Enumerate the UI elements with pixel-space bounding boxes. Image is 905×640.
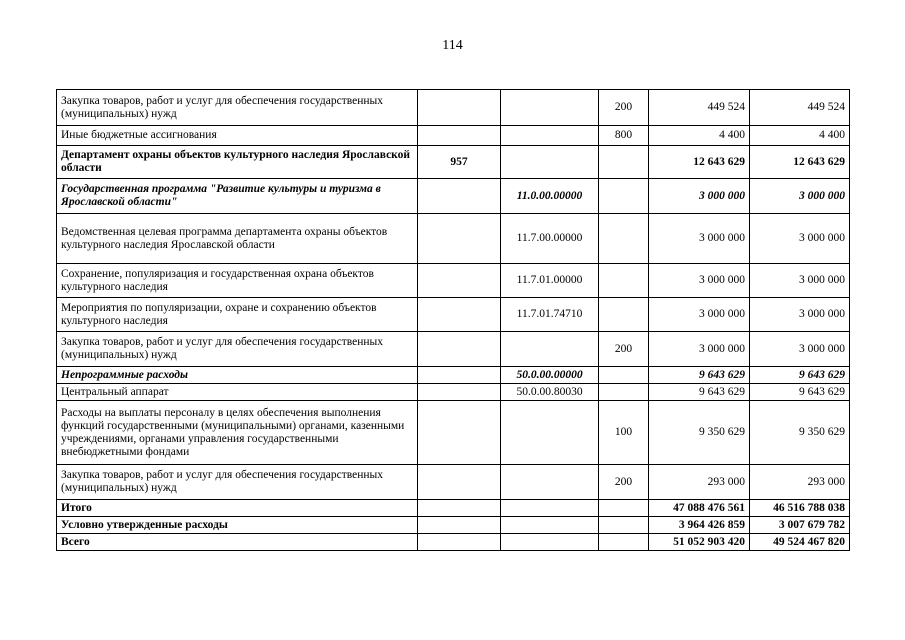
row-amount-year1: 12 643 629 [649, 146, 750, 179]
row-expense-type [599, 367, 649, 384]
row-amount-year2: 9 643 629 [750, 367, 850, 384]
row-amount-year1: 51 052 903 420 [649, 534, 750, 551]
row-dept-code [418, 214, 501, 264]
row-dept-code [418, 500, 501, 517]
row-amount-year1: 9 643 629 [649, 367, 750, 384]
row-name: Условно утвержденные расходы [57, 517, 418, 534]
table-row [57, 298, 850, 332]
row-amount-year1: 293 000 [649, 465, 750, 500]
row-amount-year1: 3 964 426 859 [649, 517, 750, 534]
row-amount-year2: 3 007 679 782 [750, 517, 850, 534]
table-row [57, 146, 850, 179]
row-target-article: 50.0.00.00000 [501, 367, 599, 384]
row-dept-code [418, 465, 501, 500]
row-target-article [501, 332, 599, 367]
row-amount-year1: 9 350 629 [649, 401, 750, 465]
row-expense-type [599, 384, 649, 401]
row-name: Всего [57, 534, 418, 551]
row-amount-year2: 449 524 [750, 90, 850, 126]
row-dept-code [418, 401, 501, 465]
row-expense-type [599, 214, 649, 264]
row-expense-type [599, 179, 649, 214]
table-row [57, 517, 850, 534]
row-target-article [501, 517, 599, 534]
row-target-article [501, 465, 599, 500]
row-name: Сохранение, популяризация и государственная охрана объектов культурного наследия [57, 264, 418, 298]
table-row [57, 179, 850, 214]
row-amount-year2: 4 400 [750, 126, 850, 146]
row-amount-year1: 3 000 000 [649, 179, 750, 214]
row-expense-type: 100 [599, 401, 649, 465]
row-name: Итого [57, 500, 418, 517]
row-dept-code [418, 90, 501, 126]
row-name: Закупка товаров, работ и услуг для обеспечения государственных (муниципальных) нужд [57, 332, 418, 367]
row-name: Непрограммные расходы [57, 367, 418, 384]
table-row [57, 534, 850, 551]
table-row [57, 126, 850, 146]
row-amount-year1: 47 088 476 561 [649, 500, 750, 517]
row-expense-type: 200 [599, 90, 649, 126]
row-amount-year2: 293 000 [750, 465, 850, 500]
row-target-article: 11.7.01.00000 [501, 264, 599, 298]
table-row [57, 90, 850, 126]
row-expense-type: 200 [599, 465, 649, 500]
row-expense-type [599, 298, 649, 332]
row-target-article [501, 90, 599, 126]
row-amount-year1: 3 000 000 [649, 214, 750, 264]
row-amount-year2: 3 000 000 [750, 298, 850, 332]
row-target-article: 11.7.01.74710 [501, 298, 599, 332]
row-dept-code [418, 534, 501, 551]
row-dept-code [418, 179, 501, 214]
row-expense-type: 200 [599, 332, 649, 367]
row-amount-year2: 9 350 629 [750, 401, 850, 465]
row-name: Мероприятия по популяризации, охране и сохранению объектов культурного наследия [57, 298, 418, 332]
row-name: Закупка товаров, работ и услуг для обеспечения государственных (муниципальных) нужд [57, 465, 418, 500]
row-expense-type [599, 264, 649, 298]
row-target-article: 11.0.00.00000 [501, 179, 599, 214]
row-name: Департамент охраны объектов культурного наследия Ярославской области [57, 146, 418, 179]
row-amount-year1: 3 000 000 [649, 264, 750, 298]
row-expense-type [599, 146, 649, 179]
row-dept-code [418, 384, 501, 401]
row-amount-year2: 49 524 467 820 [750, 534, 850, 551]
row-name: Расходы на выплаты персоналу в целях обеспечения выполнения функций государственными (муниципальными) органами, казенными учреждениями, органами управления государственными внебюджетными фондами [57, 401, 418, 465]
table-row [57, 384, 850, 401]
row-target-article [501, 126, 599, 146]
row-dept-code [418, 367, 501, 384]
row-amount-year2: 3 000 000 [750, 179, 850, 214]
row-amount-year2: 3 000 000 [750, 264, 850, 298]
row-amount-year2: 46 516 788 038 [750, 500, 850, 517]
row-target-article: 11.7.00.00000 [501, 214, 599, 264]
row-target-article [501, 534, 599, 551]
table-row [57, 401, 850, 465]
row-amount-year1: 3 000 000 [649, 332, 750, 367]
table-row [57, 367, 850, 384]
page-number: 114 [442, 38, 463, 53]
row-dept-code [418, 264, 501, 298]
row-name: Центральный аппарат [57, 384, 418, 401]
row-amount-year2: 3 000 000 [750, 332, 850, 367]
table-row [57, 500, 850, 517]
row-amount-year1: 9 643 629 [649, 384, 750, 401]
row-amount-year2: 3 000 000 [750, 214, 850, 264]
table-row [57, 465, 850, 500]
row-amount-year2: 9 643 629 [750, 384, 850, 401]
row-amount-year1: 4 400 [649, 126, 750, 146]
row-target-article [501, 146, 599, 179]
row-name: Закупка товаров, работ и услуг для обеспечения государственных (муниципальных) нужд [57, 90, 418, 126]
row-name: Государственная программа "Развитие культуры и туризма в Ярославской области" [57, 179, 418, 214]
table-row [57, 264, 850, 298]
row-dept-code [418, 517, 501, 534]
row-dept-code [418, 332, 501, 367]
table-row [57, 332, 850, 367]
row-target-article [501, 500, 599, 517]
row-dept-code [418, 298, 501, 332]
row-dept-code: 957 [418, 146, 501, 179]
row-amount-year1: 3 000 000 [649, 298, 750, 332]
row-expense-type [599, 517, 649, 534]
budget-table [56, 89, 850, 551]
row-name: Ведомственная целевая программа департамента охраны объектов культурного наследия Ярославской области [57, 214, 418, 264]
row-target-article [501, 401, 599, 465]
row-dept-code [418, 126, 501, 146]
row-amount-year2: 12 643 629 [750, 146, 850, 179]
row-expense-type [599, 534, 649, 551]
row-amount-year1: 449 524 [649, 90, 750, 126]
table-row [57, 214, 850, 264]
row-expense-type: 800 [599, 126, 649, 146]
row-target-article: 50.0.00.80030 [501, 384, 599, 401]
row-name: Иные бюджетные ассигнования [57, 126, 418, 146]
row-expense-type [599, 500, 649, 517]
